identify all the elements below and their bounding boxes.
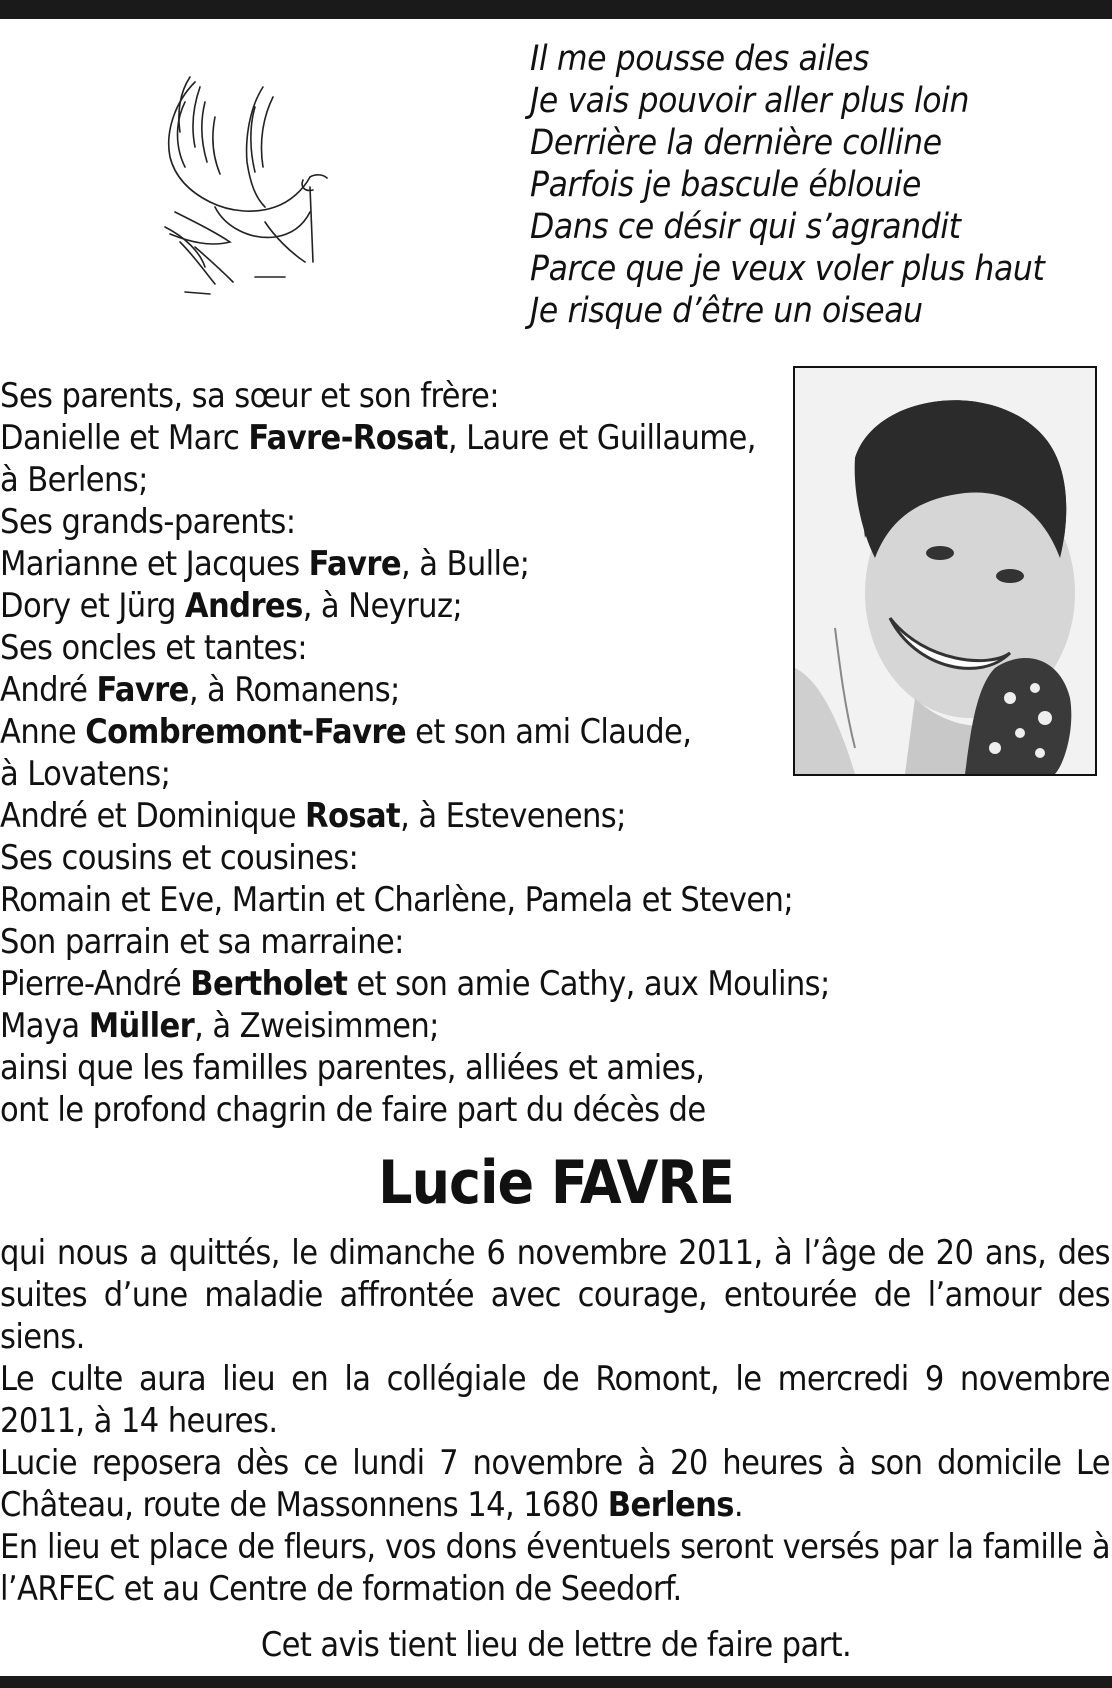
poem-line: Parfois je bascule éblouie <box>530 165 922 205</box>
family-line: Ses grands-parents: <box>0 502 296 542</box>
portrait-photo <box>793 366 1097 776</box>
family-line: André Favre, à Romanens; <box>0 670 400 710</box>
family-line: Ses oncles et tantes: <box>0 628 307 668</box>
poem-line: Je vais pouvoir aller plus loin <box>530 81 970 121</box>
family-line: ont le profond chagrin de faire part du décès de <box>0 1090 706 1130</box>
family-line: Dory et Jürg Andres, à Neyruz; <box>0 586 463 626</box>
notice-text <box>0 1232 1110 1610</box>
family-line: Marianne et Jacques Favre, à Bulle; <box>0 544 530 584</box>
notice-paragraph: En lieu et place de fleurs, vos dons éventuels seront versés par la famille à l’ARFEC et au Centre de formation de Seedorf. <box>0 1527 1110 1609</box>
family-line: André et Dominique Rosat, à Estevenens; <box>0 796 626 836</box>
surname: Rosat <box>305 796 401 836</box>
poem <box>530 38 1044 332</box>
family-line: Romain et Eve, Martin et Charlène, Pamela et Steven; <box>0 880 794 920</box>
family-list <box>0 375 830 1131</box>
family-line: Pierre-André Bertholet et son amie Cathy, aux Moulins; <box>0 964 830 1004</box>
family-line: Ses cousins et cousines: <box>0 838 359 878</box>
poem-line: Dans ce désir qui s’agrandit <box>530 207 961 247</box>
poem-line: Derrière la dernière colline <box>530 123 942 163</box>
family-line: Anne Combremont-Favre et son ami Claude, <box>0 712 692 752</box>
surname: Combremont-Favre <box>85 712 407 752</box>
deceased-name: Lucie FAVRE <box>378 1148 734 1218</box>
family-line: Son parrain et sa marraine: <box>0 922 404 962</box>
surname: Favre <box>96 670 189 710</box>
bottom-rule <box>0 1676 1112 1688</box>
surname: Favre <box>308 544 401 584</box>
poem-line: Il me pousse des ailes <box>530 39 870 79</box>
family-line: à Lovatens; <box>0 754 171 794</box>
closing-line: Cet avis tient lieu de lettre de faire part. <box>260 1625 852 1665</box>
notice-paragraph: Lucie reposera dès ce lundi 7 novembre à 20 heures à son domicile Le Château, route de Massonnens 14, 1680 Berlens. <box>0 1443 1110 1525</box>
family-line: à Berlens; <box>0 460 148 500</box>
poem-line: Je risque d’être un oiseau <box>530 291 923 331</box>
family-line: Danielle et Marc Favre-Rosat, Laure et Guillaume, <box>0 418 756 458</box>
surname: Bertholet <box>190 964 348 1004</box>
surname: Müller <box>88 1006 195 1046</box>
top-rule <box>0 0 1112 19</box>
place-name: Berlens <box>607 1485 734 1525</box>
notice-paragraph: qui nous a quittés, le dimanche 6 novembre 2011, à l’âge de 20 ans, des suites d’une maladie affrontée avec courage, entourée de l’amour des siens. <box>0 1233 1110 1357</box>
notice-paragraph: Le culte aura lieu en la collégiale de Romont, le mercredi 9 novembre 2011, à 14 heures. <box>0 1359 1110 1441</box>
family-line: Ses parents, sa sœur et son frère: <box>0 376 499 416</box>
surname: Andres <box>184 586 303 626</box>
poem-line: Parce que je veux voler plus haut <box>530 249 1045 289</box>
family-line: Maya Müller, à Zweisimmen; <box>0 1006 439 1046</box>
dove-illustration <box>155 62 330 302</box>
surname: Favre-Rosat <box>248 418 448 458</box>
family-line: ainsi que les familles parentes, alliées et amies, <box>0 1048 705 1088</box>
portrait-image <box>795 368 1095 774</box>
